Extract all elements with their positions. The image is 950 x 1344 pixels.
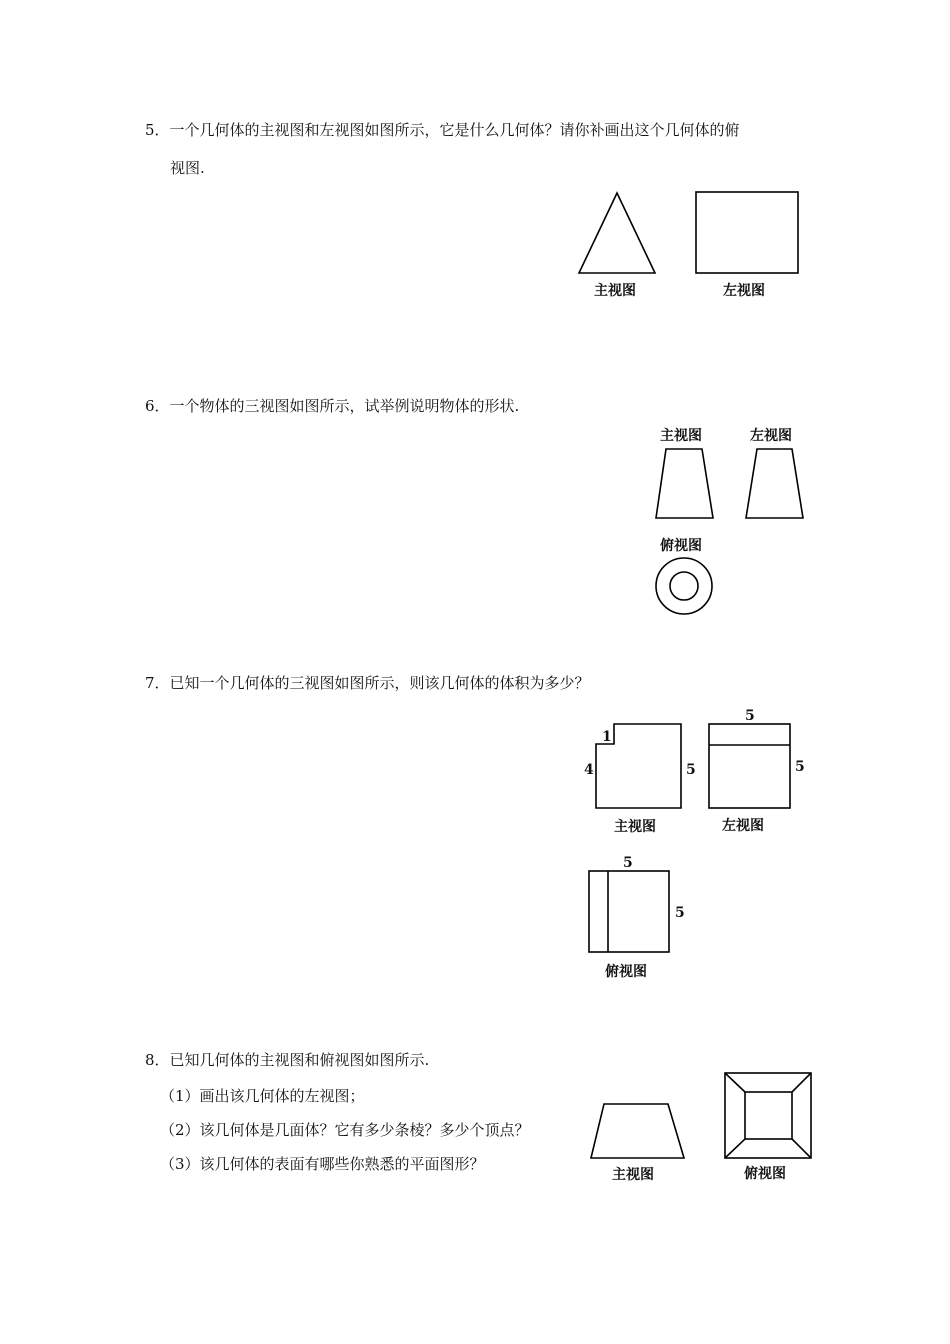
q5-text-line2: 视图.: [170, 159, 205, 177]
q8-top-view-diagonal: [792, 1139, 811, 1158]
q7-left-top-dimension: 5: [745, 708, 755, 724]
q6-front-view-label: 主视图: [660, 428, 702, 444]
q7-front-right-dimension: 5: [686, 762, 696, 778]
q8-top-view-diagonal: [725, 1073, 745, 1092]
q7-top-view-label: 俯视图: [605, 964, 647, 980]
q8-top-view-label: 俯视图: [744, 1166, 786, 1182]
q5-front-view-label: 主视图: [594, 283, 636, 299]
q5-front-view-triangle: [579, 193, 655, 273]
q8-sub-question-1: （1）画出该几何体的左视图；: [160, 1087, 365, 1105]
q7-left-right-dimension: 5: [795, 759, 805, 775]
q8-top-view-diagonal: [792, 1073, 811, 1092]
q7-front-left-dimension: 4: [584, 762, 594, 778]
q7-text-line1: 7．已知一个几何体的三视图如图所示，则该几何体的体积为多少？: [145, 674, 590, 692]
q8-text-line1: 8．已知几何体的主视图和俯视图如图所示.: [145, 1051, 430, 1069]
q8-sub-question-2: （2）该几何体是几面体？它有多少条棱？多少个顶点？: [160, 1121, 530, 1139]
q8-front-view-trapezoid: [591, 1104, 684, 1158]
q8-top-view-inner-square: [745, 1092, 792, 1139]
q7-top-view-square: [589, 871, 669, 952]
q8-top-view-diagonal: [725, 1139, 745, 1158]
q6-top-view-inner-circle: [670, 572, 698, 600]
q6-text-line1: 6．一个物体的三视图如图所示，试举例说明物体的形状.: [145, 397, 520, 415]
q6-top-view-outer-circle: [656, 558, 712, 614]
q5-left-view-rectangle: [696, 192, 798, 273]
q7-front-step-dimension: 1: [602, 729, 612, 745]
q5-left-view-label: 左视图: [723, 283, 765, 299]
q6-front-view-trapezoid: [656, 449, 713, 518]
q7-left-view-square: [709, 724, 790, 808]
q8-front-view-label: 主视图: [612, 1167, 654, 1183]
q8-sub-question-3: （3）该几何体的表面有哪些你熟悉的平面图形？: [160, 1155, 485, 1173]
q7-left-view-label: 左视图: [722, 818, 764, 834]
q6-left-view-label: 左视图: [750, 428, 792, 444]
q7-top-right-dimension: 5: [675, 905, 685, 921]
q7-front-view-label: 主视图: [614, 819, 656, 835]
q5-text-line1: 5．一个几何体的主视图和左视图如图所示，它是什么几何体？请你补画出这个几何体的俯: [145, 121, 740, 139]
q6-left-view-trapezoid: [746, 449, 803, 518]
q6-top-view-label: 俯视图: [660, 538, 702, 554]
q7-top-top-dimension: 5: [623, 855, 633, 871]
